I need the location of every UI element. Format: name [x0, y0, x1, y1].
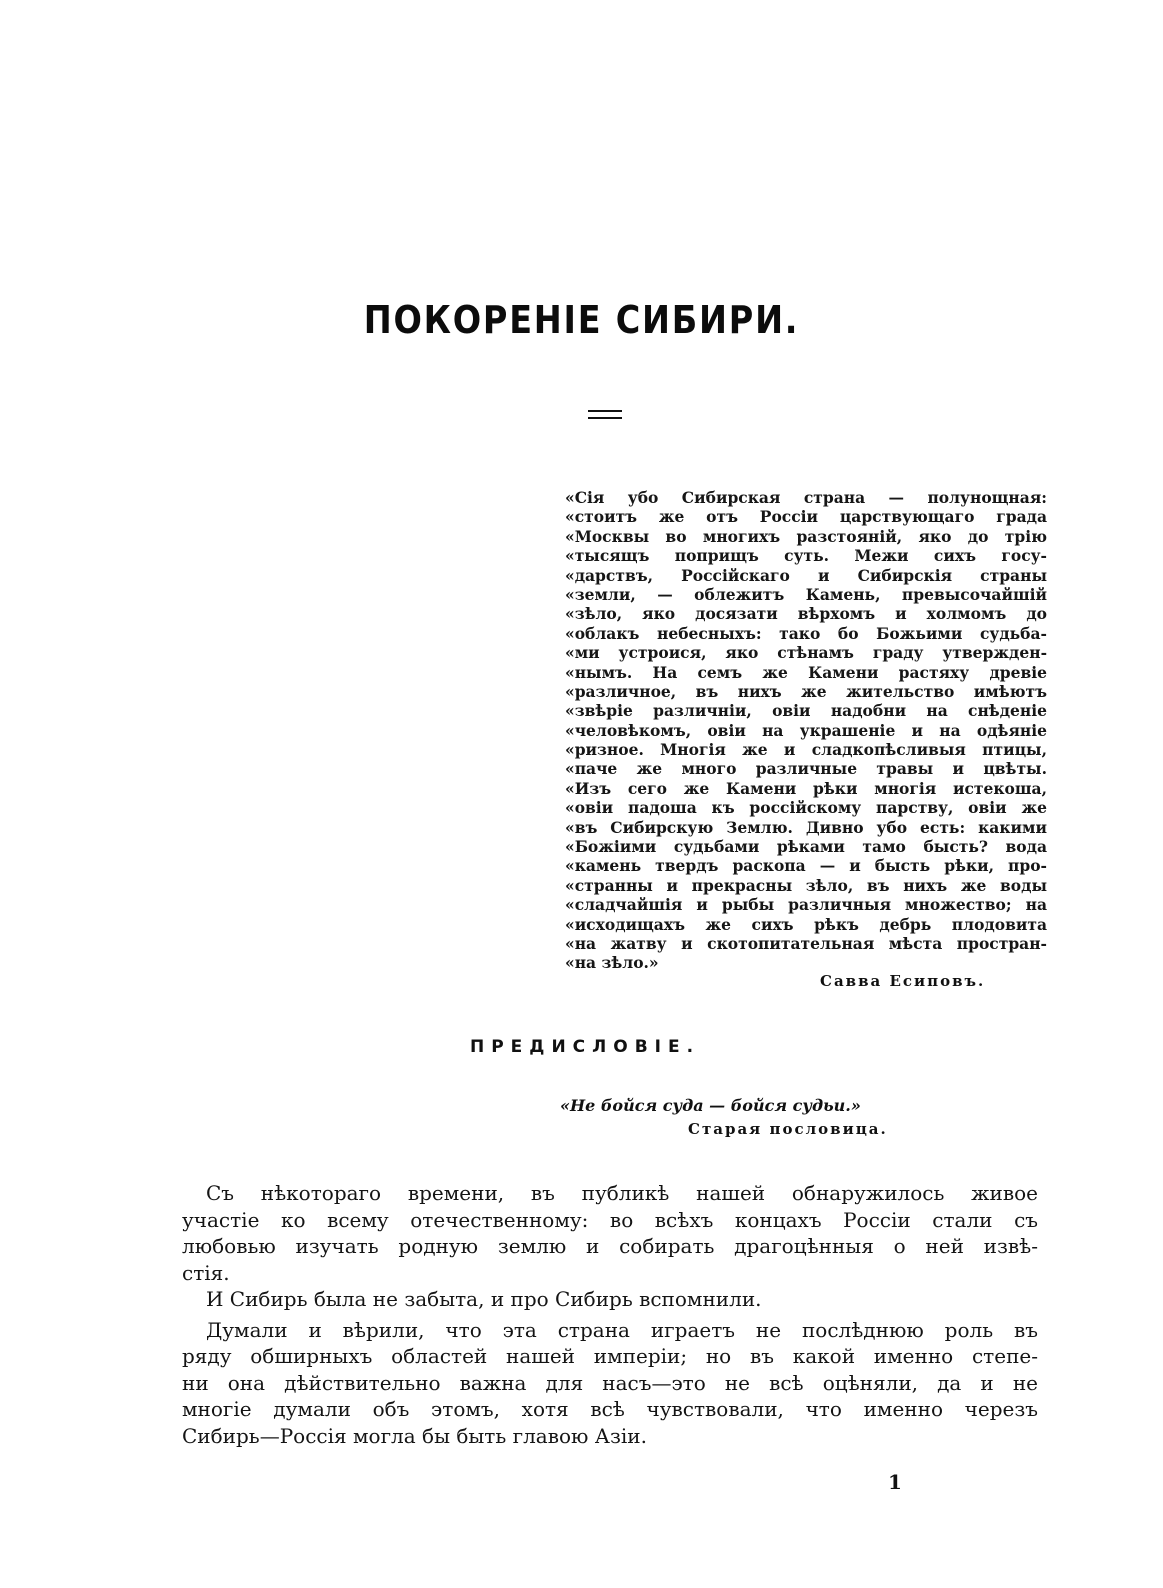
epigraph-line: «на зѣло.» [565, 953, 659, 973]
epigraph-line: «зѣло, яко досязати вѣрхомъ и холмомъ до [565, 604, 1047, 624]
body-line: И Сибирь была не забыта, и про Сибирь вспомнили. [206, 1287, 762, 1311]
page-title: ПОКОРЕНІЕ СИБИРИ. [363, 298, 800, 342]
proverb-epigraph: «Не бойся суда — бойся судьи.» [560, 1096, 861, 1115]
body-line: ни она дѣйствительно важна для насъ—это не всѣ оцѣняли, да и не [182, 1370, 1038, 1395]
epigraph-line: «нымъ. На семъ же Камени растяху древіе [565, 662, 1047, 682]
epigraph-line: «овіи падоша къ россійскому парству, овіи же [565, 798, 1047, 818]
body-line: Съ нѣкотораго времени, въ публикѣ нашей обнаружилось живое [206, 1181, 1038, 1205]
epigraph-line: «странны и прекрасны зѣло, въ нихъ же воды [565, 875, 1047, 895]
epigraph-line: «Сія убо Сибирская страна — полунощная: [565, 488, 1047, 507]
epigraph-line: «въ Сибирскую Землю. Дивно убо есть: какими [565, 817, 1047, 837]
epigraph-line: «исходищахъ же сихъ рѣкъ дебрь плодовита [565, 914, 1047, 934]
epigraph-line: «Божіими судьбами рѣками тамо бысть? вода [565, 837, 1047, 857]
body-line: многіе думали объ этомъ, хотя всѣ чувствовали, что именно черезъ [182, 1397, 1038, 1421]
body-line: Думали и вѣрили, что эта страна играетъ не послѣднюю роль въ [206, 1317, 1038, 1342]
epigraph-quote [565, 488, 1047, 973]
body-line: стія. [182, 1260, 230, 1285]
epigraph-line: «человѣкомъ, овіи на украшеніе и на одѣяніе [565, 720, 1047, 740]
section-heading: ПРЕДИСЛОВІЕ. [470, 1037, 701, 1057]
title-divider [588, 410, 622, 419]
epigraph-line: «Изъ сего же Камени рѣки многія истекоша, [565, 778, 1047, 798]
body-line: ряду обширныхъ областей нашей имперіи; но въ какой именно степе- [182, 1344, 1038, 1368]
epigraph-line: «различное, въ нихъ же жительство имѣютъ [565, 681, 1047, 701]
epigraph-line: «стоитъ же отъ Россіи царствующаго града [565, 507, 1047, 527]
body-line: Сибирь—Россія могла бы быть главою Азіи. [182, 1423, 647, 1448]
body-line: любовью изучать родную землю и собирать драгоцѣнныя о ней извѣ- [182, 1234, 1038, 1258]
proverb-attribution: Старая пословица. [688, 1120, 888, 1138]
epigraph-line: «дарствъ, Россійскаго и Сибирскія страны [565, 565, 1047, 585]
epigraph-line: «облакъ небесныхъ: тако бо Божьими судьба- [565, 623, 1047, 643]
epigraph-line: «звѣріе различніи, овіи надобни на снѣденіе [565, 701, 1047, 721]
epigraph-line: «земли, — облежитъ Камень, превысочайшій [565, 584, 1047, 604]
epigraph-line: «паче же много различные травы и цвѣты. [565, 759, 1047, 779]
epigraph-line: «сладчайшія и рыбы различныя множество; на [565, 895, 1047, 915]
epigraph-line: «ризное. Многія же и сладкопѣсливыя птицы, [565, 740, 1047, 760]
epigraph-line: «тысящъ поприщъ суть. Межи сихъ госу- [565, 546, 1047, 566]
body-line: участіе ко всему отечественному: во всѣхъ концахъ Россіи стали съ [182, 1207, 1038, 1232]
epigraph-line: «на жатву и скотопитательная мѣста простран- [565, 933, 1047, 953]
epigraph-line: «камень твердъ раскопа — и бысть рѣки, про- [565, 856, 1047, 876]
epigraph-signature: Савва Есиповъ. [820, 972, 986, 990]
epigraph-line: «Москвы во многихъ разстояній, яко до трію [565, 526, 1047, 546]
page-number: 1 [888, 1470, 902, 1494]
epigraph-line: «ми устроися, яко стѣнамъ граду утвержден- [565, 643, 1047, 663]
body-text [182, 1180, 1038, 1449]
